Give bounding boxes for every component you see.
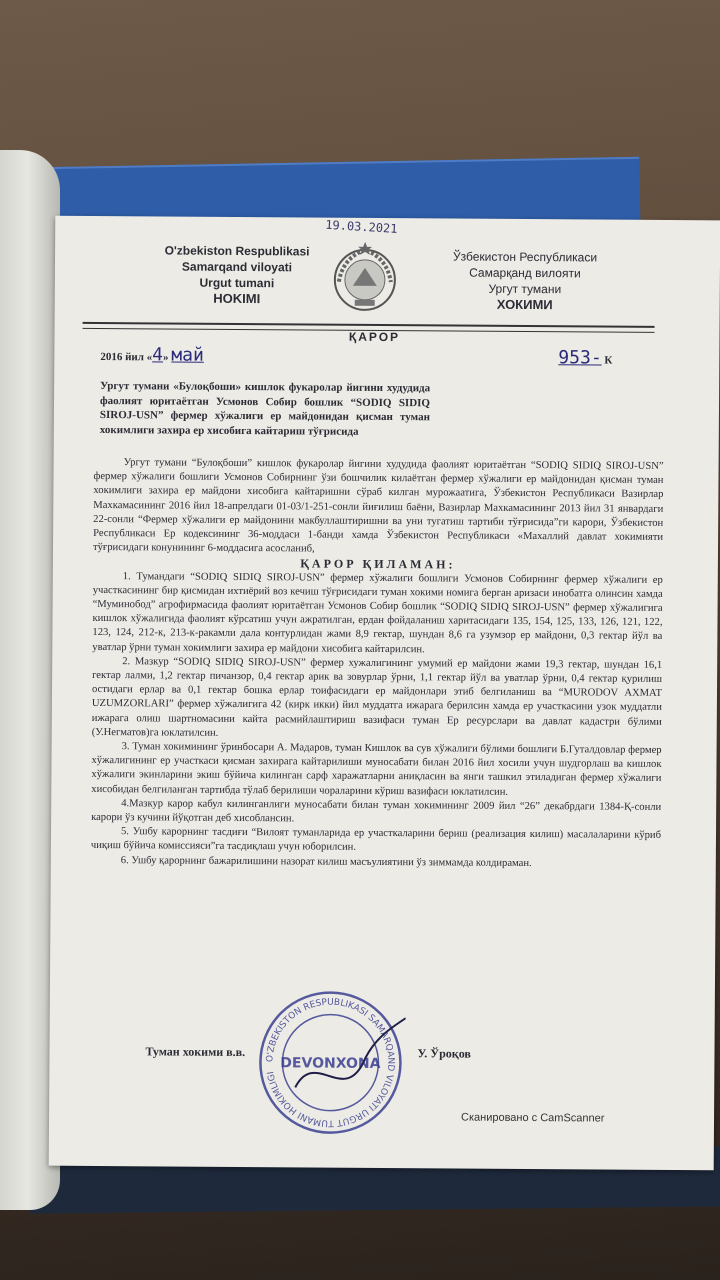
date-sep: » <box>162 351 169 364</box>
date-year: 2016 йил « <box>100 351 153 364</box>
date-month: май <box>171 344 204 366</box>
decree-number-suffix: К <box>604 354 613 367</box>
stamp-ring-text: O'ZBEKISTON RESPUBLIKASI SAMARQAND VILOYATI URGUT TUMANI HOKIMLIGI <box>265 997 396 1128</box>
signatory-name: У. Ўроқов <box>417 1046 471 1061</box>
decree-item: 2. Мазкур “SODIQ SIDIQ SIROJ-USN” фермер хужалигининг умумий ер майдони жами 19,3 гектар, шундан 16,1 гектар лалми, 1,2 гектар пичанзор, 0,4 гектар арик ва зовурлар ўрни, 1,1 гектар йўл ва уватлар ўрни, 0,4 гектар қурилиш остидаги ерлар ва 0,1 гектар бошка ерлар тоифасидаги ер майдонлари этиб белгиланиш ва “MURODOV AXMAT UZUMZORLARI” фермер хўжалигига 42 (кирк икки) йил муддатга ижарага берилсин хамда ер участкасини узок муддатли ижарага олиш шартномасини кайта расмийлаштириш вазифаси туман Ер ресурслари ва давлат кадастри бўлими (У.Негматов)га юклатилсин. <box>91 656 663 739</box>
header-right-line: ХОКИМИ <box>496 296 553 313</box>
date-day: 4 <box>152 344 164 366</box>
decree-date-line <box>100 344 660 369</box>
decree-item: 3. Туман хокимининг ўринбосари А. Мадаров, туман Кишлок ва сув хўжалиги бўлими бошлиги Б.Гуталдовлар фермер хўжалигининг ер участкаси қисман захирага кайтарилиши муносабати билан 2016 йил хосили учун шудгорлаш ва кишлок хўжалиги экинларини экиш бўйича килинган сарф харажатларни аниқласин ва янги ташкил этиладиган фермер хўжалиги хисобидан белгиланган тартибда тўлаб берилиши чораларини кўриш вазифаси юклатилсин. <box>91 741 662 798</box>
handwritten-date: 19.03.2021 <box>324 217 398 236</box>
official-stamp <box>255 987 406 1138</box>
signatory-title: Туман хокими в.в. <box>145 1044 246 1060</box>
header-right-line: Ургут тумани <box>488 281 562 297</box>
preamble-paragraph: Ургут тумани “Булоқбоши” кишлок фукаролар йигини худудида фаолият юритаётган “SODIQ SIDIQ SIROJ-USN” фермер хўжалиги бошлиги Усмонов Собирнинг ўзи бошчилик килаётган фермер хўжалиги ер майдонидан қисман туман хокимлиги захира ер майдони хисобига кайтаришни сўраб килган мурожаатига, Ўзбекистон Республикаси Вазирлар Махкамасининг 2016 йил 18-апрелдаги 01-03/1-251-сонли йиғилиш баёни, Вазирлар Махкамасининг 2013 йил 31 январдаги 22-сонли “Фермер хўжалиги ер майдонини макбуллаштиришни ва уни тугатиш тартиби тўғрисида”ги карори, Ўзбекистон Республикаси Ер кодексининг 36-моддаси 1-банди хамда Ўзбекистон Республикаси «Махаллий давлат хокимияти тўғрисидаги конунининг 6-моддасига асосланиб, <box>92 457 664 555</box>
decree-number-value: 953- <box>558 347 602 369</box>
header-divider <box>83 322 655 328</box>
decree-item: 5. Ушбу карорнинг тасдиғи “Вилоят туманларида ер участкаларини бериш (реализация килиш) масалаларини кўриб чиқиш бўйича комиссияси”га тасдиқлаш учун юборилсин. <box>90 826 662 854</box>
decree-heading: ҚАРОР ҚИЛАМАН: <box>300 556 456 572</box>
state-emblem-icon <box>325 238 406 319</box>
header-right <box>425 248 625 313</box>
scanner-watermark: Сканировано с CamScanner <box>460 1111 605 1125</box>
decree-number <box>558 347 612 368</box>
header-right-line: Самарқанд вилояти <box>469 265 581 281</box>
decree-item: 6. Ушбу қарорнинг бажарилишини назорат килиш масъулиятини ўз зиммамда колдираман. <box>120 854 532 869</box>
decree-subject: Ургут тумани «Булоқбоши» кишлок фукаролар йигини худудида фаолият юритаётган Усмонов Собир бошлик “SODIQ SIDIQ SIROJ-USN” фермер хўжалиги ер майдонидан қисман туман хокимлиги захира ер хисобига кайтариш тўғрисида <box>99 380 431 438</box>
document-title: ҚАРОР <box>348 329 401 345</box>
decree-item: 4.Мазкур карор кабул килинганлиги муносабати билан туман хокимининг 2009 йил “26” декабрдаги 1384-Қ-сонли карори ўз кучини йўқотган деб хисоблансин. <box>91 798 662 825</box>
header-left <box>137 242 337 307</box>
header-right-line: Ўзбекистон Республикаси <box>452 249 598 265</box>
decree-body <box>91 456 664 872</box>
header-left-line: Urgut tumani <box>199 275 275 291</box>
header-left-line: HOKIMI <box>213 290 261 307</box>
stamp-center-text: DEVONXONA <box>280 1055 381 1072</box>
header-left-line: O'zbekiston Respublikasi <box>164 243 310 259</box>
decree-document <box>49 216 720 1171</box>
decree-item: 1. Тумандаги “SODIQ SIDIQ SIROJ-USN” фермер хўжалиги бошлиги Усмонов Собирнинг фермер хўжалиги ер участкасининг бир қисмидан ихтиёрий воз кечиш тўғрисидаги туман хокими номига берган аризаси инобатга олинсин хамда “Муминобод” агрофирмасида фаолият юритаётган Усмонов Собир бошлик “SODIQ SIDIQ SIROJ-USN” фермер хўжалигига кишлок хўжалигида фаолият кўрсатиш учун ажратилган, ердан фойдаланиш харитасидаги 135, 154, 125, 133, 126, 121, 122, 123, 124, 212-к, 213-к-ракамли дала контурлидан жами 8,9 гектар, шундан 8,6 га узумзор ер майдони, 0,3 гектар йўл ва уватлар ўрни туман хокимлиги захира ер майдони хисобига кайтарилсин. <box>92 570 663 655</box>
header-left-line: Samarqand viloyati <box>181 259 293 275</box>
